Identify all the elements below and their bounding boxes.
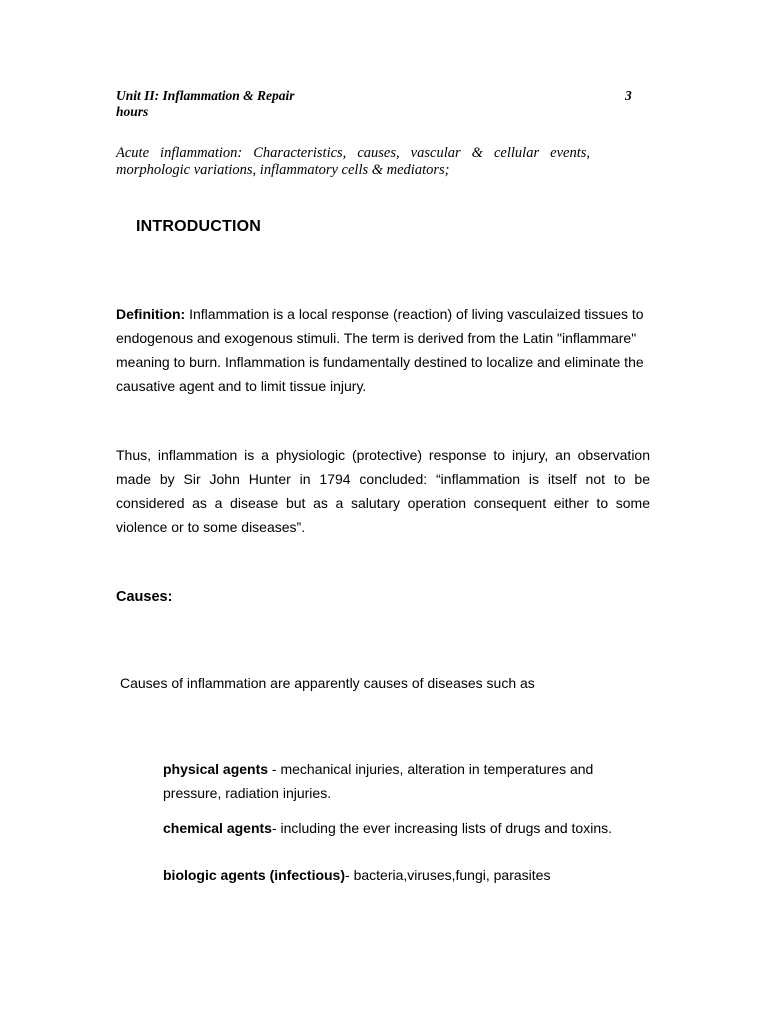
- unit-title: Unit II: Inflammation & Repair: [116, 88, 295, 103]
- agent-item-physical: [163, 757, 633, 805]
- agent-description: - including the ever increasing lists of drugs and toxins.: [271, 820, 613, 836]
- agent-item-chemical: [163, 816, 633, 840]
- introduction-heading: INTRODUCTION: [136, 218, 262, 235]
- agent-description: - mechanical injuries, alteration in temperatures and pressure, radiation injuries.: [163, 761, 594, 801]
- definition-label: Definition:: [116, 306, 186, 322]
- agent-label: chemical agents: [163, 820, 272, 836]
- definition-paragraph: [116, 302, 650, 398]
- agent-item-biologic: [163, 863, 633, 887]
- causes-heading: Causes:: [116, 589, 173, 605]
- unit-topics: Acute inflammation: Characteristics, causes, vascular & cellular events, morphologic variations, inflammatory cells & mediators;: [116, 145, 590, 178]
- unit-hours-number: 3: [625, 88, 632, 103]
- hunter-paragraph: Thus, inflammation is a physiologic (protective) response to injury, an observation made by Sir John Hunter in 1794 concluded: “inflammation is itself not to be considered as a disease but as a salutary operation consequent either to some violence or to some diseases”.: [116, 447, 650, 535]
- unit-hours-label: hours: [116, 104, 149, 119]
- agent-description: - bacteria,viruses,fungi, parasites: [345, 867, 551, 883]
- agent-label: biologic agents (infectious): [163, 867, 346, 883]
- agent-label: physical agents: [163, 761, 269, 777]
- causes-intro: Causes of inflammation are apparently causes of diseases such as: [120, 675, 535, 691]
- definition-text: Inflammation is a local response (reaction) of living vasculaized tissues to endogenous and exogenous stimuli. The term is derived from the Latin "inflammare" meaning to burn. Inflammation is fundamentally destined to localize and eliminate the causative agent and to limit tissue injury.: [116, 306, 644, 394]
